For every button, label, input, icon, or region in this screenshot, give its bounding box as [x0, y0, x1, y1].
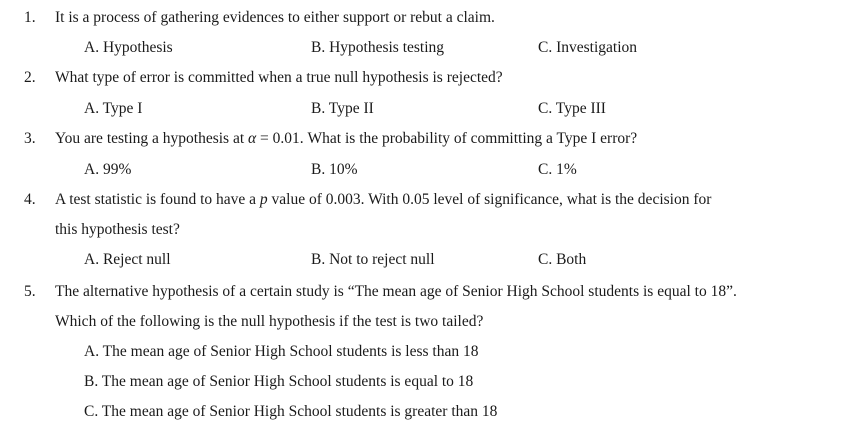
question-text-after: value of 0.003. With 0.05 level of significance, what is the decision for	[267, 191, 712, 208]
question-number: 5.	[24, 283, 36, 300]
question-text	[55, 129, 637, 149]
p-symbol: p	[259, 191, 268, 208]
question-text-before: A test statistic is found to have a	[55, 191, 260, 208]
question-number: 1.	[24, 9, 36, 26]
choice-c: C. Type III	[538, 100, 606, 117]
choice-c: C. Investigation	[538, 39, 638, 56]
choice-a: A. Reject null	[84, 251, 171, 268]
question-number: 3.	[24, 130, 36, 147]
choice-b: B. Not to reject null	[311, 251, 435, 268]
question-text: The alternative hypothesis of a certain study is “The mean age of Senior High School students is equal to 18”.	[55, 283, 737, 300]
question-text	[55, 190, 711, 210]
choice-b: B. Type II	[311, 100, 374, 117]
choice-a: A. 99%	[84, 161, 132, 178]
question-number: 2.	[24, 69, 36, 86]
choice-a: A. Hypothesis	[84, 39, 173, 56]
alpha-symbol: α	[248, 130, 257, 147]
choice-c: C. The mean age of Senior High School students is greater than 18	[84, 403, 498, 420]
question-text: What type of error is committed when a true null hypothesis is rejected?	[55, 69, 503, 86]
choice-b: B. Hypothesis testing	[311, 39, 445, 56]
choice-b: B. The mean age of Senior High School students is equal to 18	[84, 373, 474, 390]
question-text-line2: this hypothesis test?	[55, 221, 180, 238]
question-number: 4.	[24, 191, 36, 208]
choice-c: C. Both	[538, 251, 587, 268]
question-text-after: = 0.01. What is the probability of committing a Type I error?	[256, 130, 638, 147]
question-text-line2: Which of the following is the null hypothesis if the test is two tailed?	[55, 313, 484, 330]
choice-b: B. 10%	[311, 161, 358, 178]
question-text-before: You are testing a hypothesis at	[55, 130, 249, 147]
choice-c: C. 1%	[538, 161, 577, 178]
question-text: It is a process of gathering evidences to either support or rebut a claim.	[55, 9, 495, 26]
choice-a: A. Type I	[84, 100, 143, 117]
choice-a: A. The mean age of Senior High School students is less than 18	[84, 343, 479, 360]
